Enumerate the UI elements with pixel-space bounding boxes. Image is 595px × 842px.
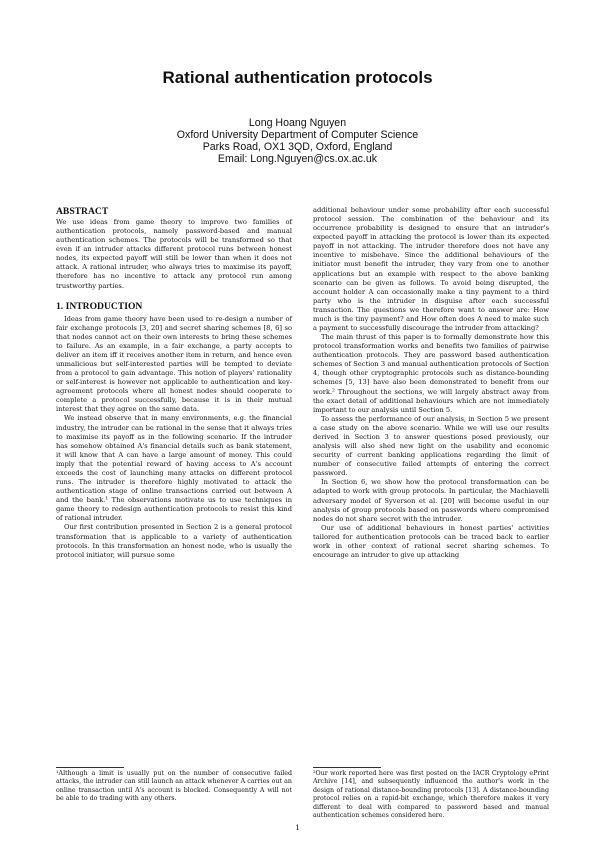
author-affiliation: Oxford University Department of Computer Science: [176, 128, 419, 141]
body-paragraph: In Section 6, we show how the protocol transformation can be adapted to work with group protocols. In particular, the Machiavelli adversary model of Syverson et al. [20] will become useful in our analysis of group protocols based on passwords where compromised nodes do not share secret with the intruder.: [313, 478, 549, 523]
author-block: [0, 118, 595, 166]
body-paragraph: Our use of additional behaviours in honest parties' activities tailored for authentication protocols can be traced back to earlier work in other context of rational secret sharing schemes. To encourage an intruder to give up attacking: [313, 523, 549, 559]
author-name: Long Hoang Nguyen: [248, 117, 347, 129]
introduction-heading: 1. INTRODUCTION: [56, 300, 143, 312]
body-paragraph: additional behaviour under some probability after each successful protocol session. The combination of the behaviour and its occurrence probability is designed to ensure that an intruder's expected payoff in attacking the protocol is lower than its expected payoff in not attacking. The intruder therefore does not have any incentive to misbehave. Since the additional behaviours of the initiator must benefit the intruder, they vary from one to another applications but an example with respect to the above banking scenario can be given as follows. To avoid being disrupted, the account holder A can occasionally make a tiny payment to a third party who is the intruder in disguise after each successful transaction. The questions we therefore want to answer are: How much is the tiny payment? and How often does A need to make such a payment to successfully discourage the intruder from attacking?: [313, 206, 549, 333]
footnote-rule: [313, 767, 381, 768]
footnote-1: ¹Although a limit is usually put on the number of consecutive failed attacks, the intruder can still launch an attack whenever A carries out an online transaction until A's account is blocked. Consequently A will not be able to do trading with any others.: [56, 770, 292, 803]
abstract-text: We use ideas from game theory to improve two families of authentication protocols, namely password-based and manual authentication schemes. The protocols will be transformed so that even if an intruder attacks different protocol runs between honest nodes, its expected payoff will still be lower than when it does not attack. A rational intruder, who always tries to maximise its payoff, therefore has no incentive to attack any protocol run among trustworthy parties.: [56, 218, 292, 290]
intro-paragraph: Our first contribution presented in Section 2 is a general protocol transformation that is applicable to a variety of authentication protocols. In this transformation an honest node, who is usually the protocol initiator, will pursue some: [56, 523, 292, 559]
body-paragraph: The main thrust of this paper is to formally demonstrate how this protocol transformation works and benefits two families of pairwise authentication protocols. They are password based authentication schemes of Section 3 and manual authentication protocols of Section 4, though other cryptographic protocols such as distance-bounding schemes [5, 13] have also been demonstrated to benefit from our work.² Throughout the sections, we will largely abstract away from the exact detail of additional behaviours which are not immediately important to our analysis until Section 5.: [313, 333, 549, 414]
intro-paragraph: We instead observe that in many environments, e.g. the financial industry, the intruder can be rational in the sense that it always tries to maximise its payoff as in the following scenario. If the intruder has somehow obtained A's financial details such as bank statement, it will know that A can have a large amount of money. This could imply that the potential reward of having access to A's account exceeds the cost of launching many attacks on different protocol runs. The intruder is therefore highly motivated to attack the authentication stage of online transactions carried out between A and the bank.¹ The observations motivate us to use techniques in game theory to redesign authentication protocols to resist this kind of rational intruder.: [56, 414, 292, 523]
footnote-rule: [56, 767, 124, 768]
page-number: 1: [295, 823, 300, 832]
footnote-2: ²Our work reported here was first posted on the IACR Cryptology ePrint Archive [14], and subsequently influenced the author's work in the design of rational distance-bounding protocols [13]. A distance-bounding protocol relies on a rapid-bit exchange, which therefore makes it very different to deal with compared to password based and manual authentication schemes considered here.: [313, 770, 549, 820]
right-column: [313, 206, 549, 560]
author-email: Email: Long.Nguyen@cs.ox.ac.uk: [217, 152, 378, 165]
left-column: [56, 206, 292, 560]
paper-title: Rational authentication protocols: [162, 68, 433, 87]
abstract-heading: ABSTRACT: [56, 206, 109, 217]
intro-paragraph: Ideas from game theory have been used to re-design a number of fair exchange protocols [3, 20] and secret sharing schemes [8, 6] so that nodes cannot act on their own interests to bring these schemes to failure. As an example, in a fair exchange, a party accepts to deliver an item iff it receives another item in return, and hence even unmalicious but self-interested parties will be tempted to deviate from a protocol to gain advantage. This notion of players' rationality or self-interest is however not applicable to authentication and key-agreement protocols where all honest nodes should cooperate to complete a protocol successfully, because it is in their mutual interest that they agree on the same data.: [56, 314, 292, 414]
author-address: Parks Road, OX1 3QD, Oxford, England: [202, 140, 393, 153]
body-paragraph: To assess the performance of our analysis, in Section 5 we present a case study on the above scenario. While we will use our results derived in Section 3 to answer questions posed previously, our analysis will also shed new light on the usability and economic security of current banking applications regarding the limit of number of consecutive failed attempts of entering the correct password.: [313, 414, 549, 478]
